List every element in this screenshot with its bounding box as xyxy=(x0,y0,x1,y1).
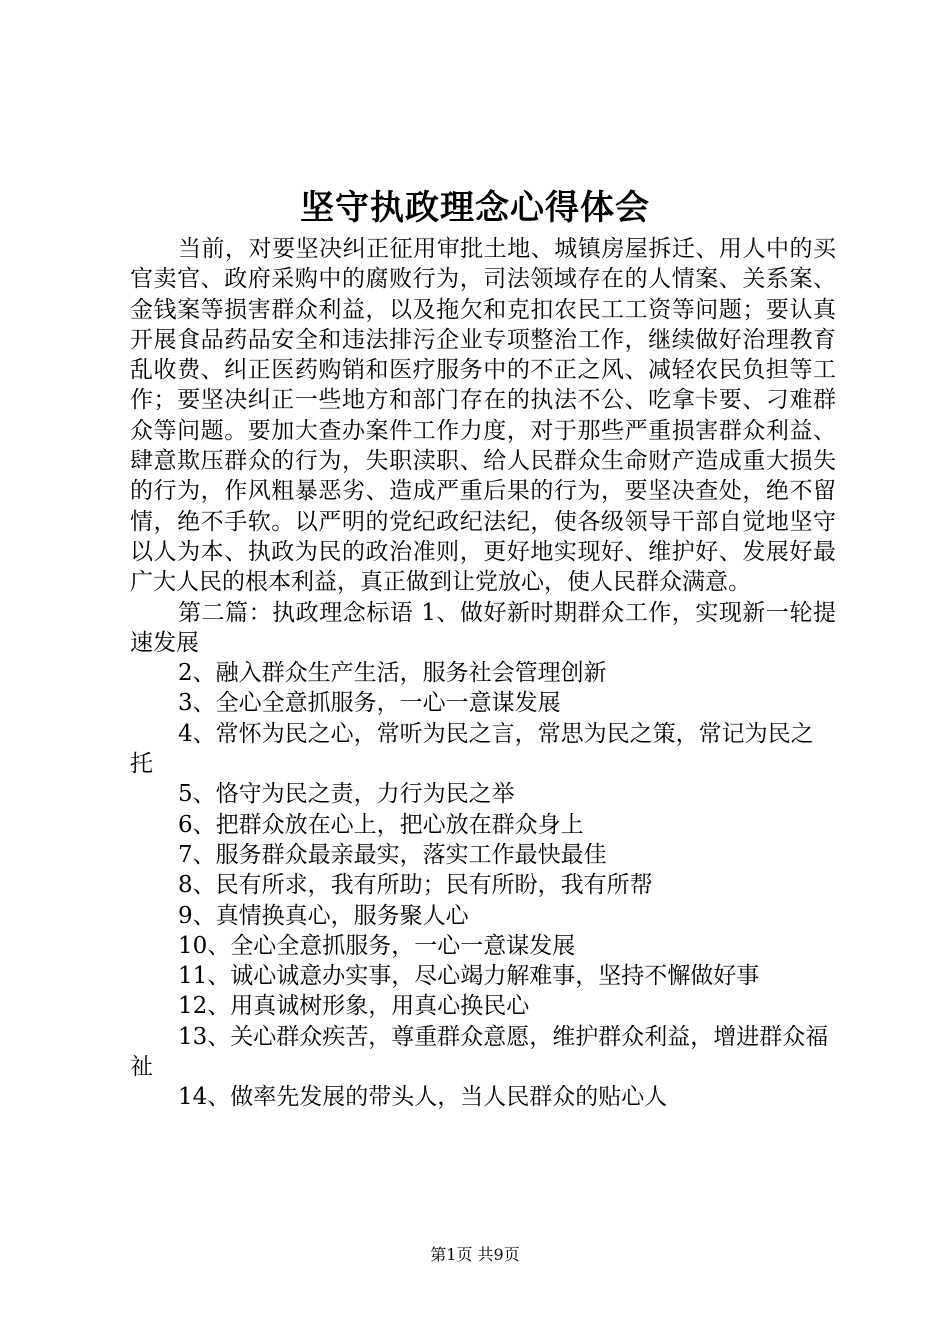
paragraph-intro: 当前，对要坚决纠正征用审批土地、城镇房屋拆迁、用人中的买官卖官、政府采购中的腐败行为，司法领域存在的人情案、关系案、金钱案等损害群众利益，以及拖欠和克扣农民工工资等问题；要认真开展食品药品安全和违法排污企业专项整治工作，继续做好治理教育乱收费、纠正医药购销和医疗服务中的不正之风、减轻农民负担等工作；要坚决纠正一些地方和部门存在的执法不公、吃拿卡要、刁难群众等问题。要加大查办案件工作力度，对于那些严重损害群众利益、肆意欺压群众的行为，失职渎职、给人民群众生命财产造成重大损失的行为，作风粗暴恶劣、造成严重后果的行为，要坚决查处，绝不留情，绝不手软。以严明的党纪政纪法纪，使各级领导干部自觉地坚守以人为本、执政为民的政治准则，更好地实现好、维护好、发展好最广大人民的根本利益，真正做到让党放心，使人民群众满意。 xyxy=(130,236,836,596)
slogan-item: 6、把群众放在心上，把心放在群众身上 xyxy=(178,811,584,838)
slogan-item: 5、恪守为民之责，力行为民之举 xyxy=(178,781,515,808)
page-number-footer: 第1页 共9页 xyxy=(430,1245,520,1264)
slogan-item: 14、做率先发展的带头人，当人民群众的贴心人 xyxy=(178,1084,668,1111)
slogan-item: 10、全心全意抓服务，一心一意谋发展 xyxy=(178,932,576,959)
slogan-item: 7、服务群众最亲最实，落实工作最快最佳 xyxy=(178,841,607,868)
slogan-item: 13、关心群众疾苦，尊重群众意愿，维护群众利益，增进群众福祉 xyxy=(130,1023,829,1081)
slogan-item: 11、诚心诚意办实事，尽心竭力解难事，坚持不懈做好事 xyxy=(178,963,760,990)
paragraph-section-two: 第二篇：执政理念标语 1、做好新时期群众工作，实现新一轮提速发展 xyxy=(130,599,836,656)
slogan-item: 2、融入群众生产生活，服务社会管理创新 xyxy=(178,660,607,687)
slogan-item: 12、用真诚树形象，用真心换民心 xyxy=(178,993,530,1020)
document-body xyxy=(130,234,836,1113)
slogan-item: 9、真情换真心，服务聚人心 xyxy=(178,902,469,929)
slogan-item: 3、全心全意抓服务，一心一意谋发展 xyxy=(178,690,561,717)
slogan-item: 8、民有所求，我有所助；民有所盼，我有所帮 xyxy=(178,872,653,899)
document-title: 坚守执政理念心得体会 xyxy=(300,188,650,228)
slogan-item: 4、常怀为民之心，常听为民之言，常思为民之策，常记为民之托 xyxy=(130,720,814,778)
